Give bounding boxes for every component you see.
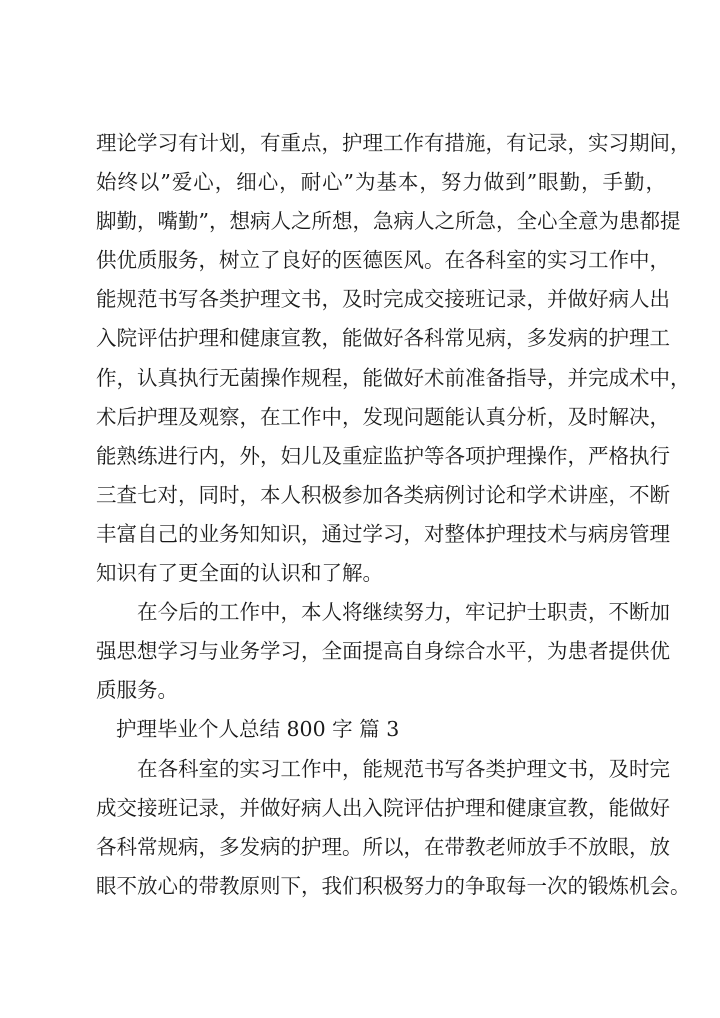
paragraph-line: 在各科室的实习工作中，能规范书写各类护理文书，及时完 bbox=[137, 756, 670, 781]
paragraph-line: 入院评估护理和健康宣教，能做好各科常见病，多发病的护理工 bbox=[96, 326, 670, 351]
paragraph-line: 各科常规病，多发病的护理。所以，在带教老师放手不放眼，放 bbox=[96, 834, 670, 859]
paragraph-3 bbox=[96, 750, 691, 906]
paragraph-line: 三查七对，同时，本人积极参加各类病例讨论和学术讲座，不断 bbox=[96, 482, 670, 507]
paragraph-line: 供优质服务，树立了良好的医德医风。在各科室的实习工作中， bbox=[96, 248, 670, 273]
paragraph-line: 能规范书写各类护理文书，及时完成交接班记录，并做好病人出 bbox=[96, 287, 670, 312]
document-body bbox=[96, 124, 691, 906]
paragraph-line: 眼不放心的带教原则下，我们积极努力的争取每一次的锻炼机会。 bbox=[96, 873, 691, 898]
paragraph-line: 质服务。 bbox=[96, 678, 178, 703]
paragraph-line: 在今后的工作中，本人将继续努力，牢记护士职责，不断加 bbox=[137, 600, 670, 625]
paragraph-line: 作，认真执行无菌操作规程，能做好术前准备指导，并完成术中， bbox=[96, 365, 691, 390]
section-heading: 护理毕业个人总结 800 字 篇 3 bbox=[116, 717, 400, 742]
paragraph-line: 脚勤，嘴勤”，想病人之所想，急病人之所急，全心全意为患都提 bbox=[96, 209, 681, 234]
paragraph-line: 术后护理及观察，在工作中，发现问题能认真分析，及时解决， bbox=[96, 404, 670, 429]
paragraph-line: 成交接班记录，并做好病人出入院评估护理和健康宣教，能做好 bbox=[96, 795, 670, 820]
paragraph-line: 始终以”爱心，细心，耐心”为基本，努力做到”眼勤，手勤， bbox=[96, 170, 666, 195]
paragraph-2 bbox=[96, 593, 670, 710]
paragraph-line: 能熟练进行内，外，妇儿及重症监护等各项护理操作，严格执行 bbox=[96, 443, 670, 468]
paragraph-line: 知识有了更全面的认识和了解。 bbox=[96, 561, 383, 586]
paragraph-line: 理论学习有计划，有重点，护理工作有措施，有记录，实习期间， bbox=[96, 131, 691, 155]
paragraph-1 bbox=[96, 124, 691, 593]
paragraph-line: 丰富自己的业务知知识，通过学习，对整体护理技术与病房管理 bbox=[96, 521, 670, 546]
paragraph-line: 强思想学习与业务学习，全面提高自身综合水平，为患者提供优 bbox=[96, 639, 670, 664]
